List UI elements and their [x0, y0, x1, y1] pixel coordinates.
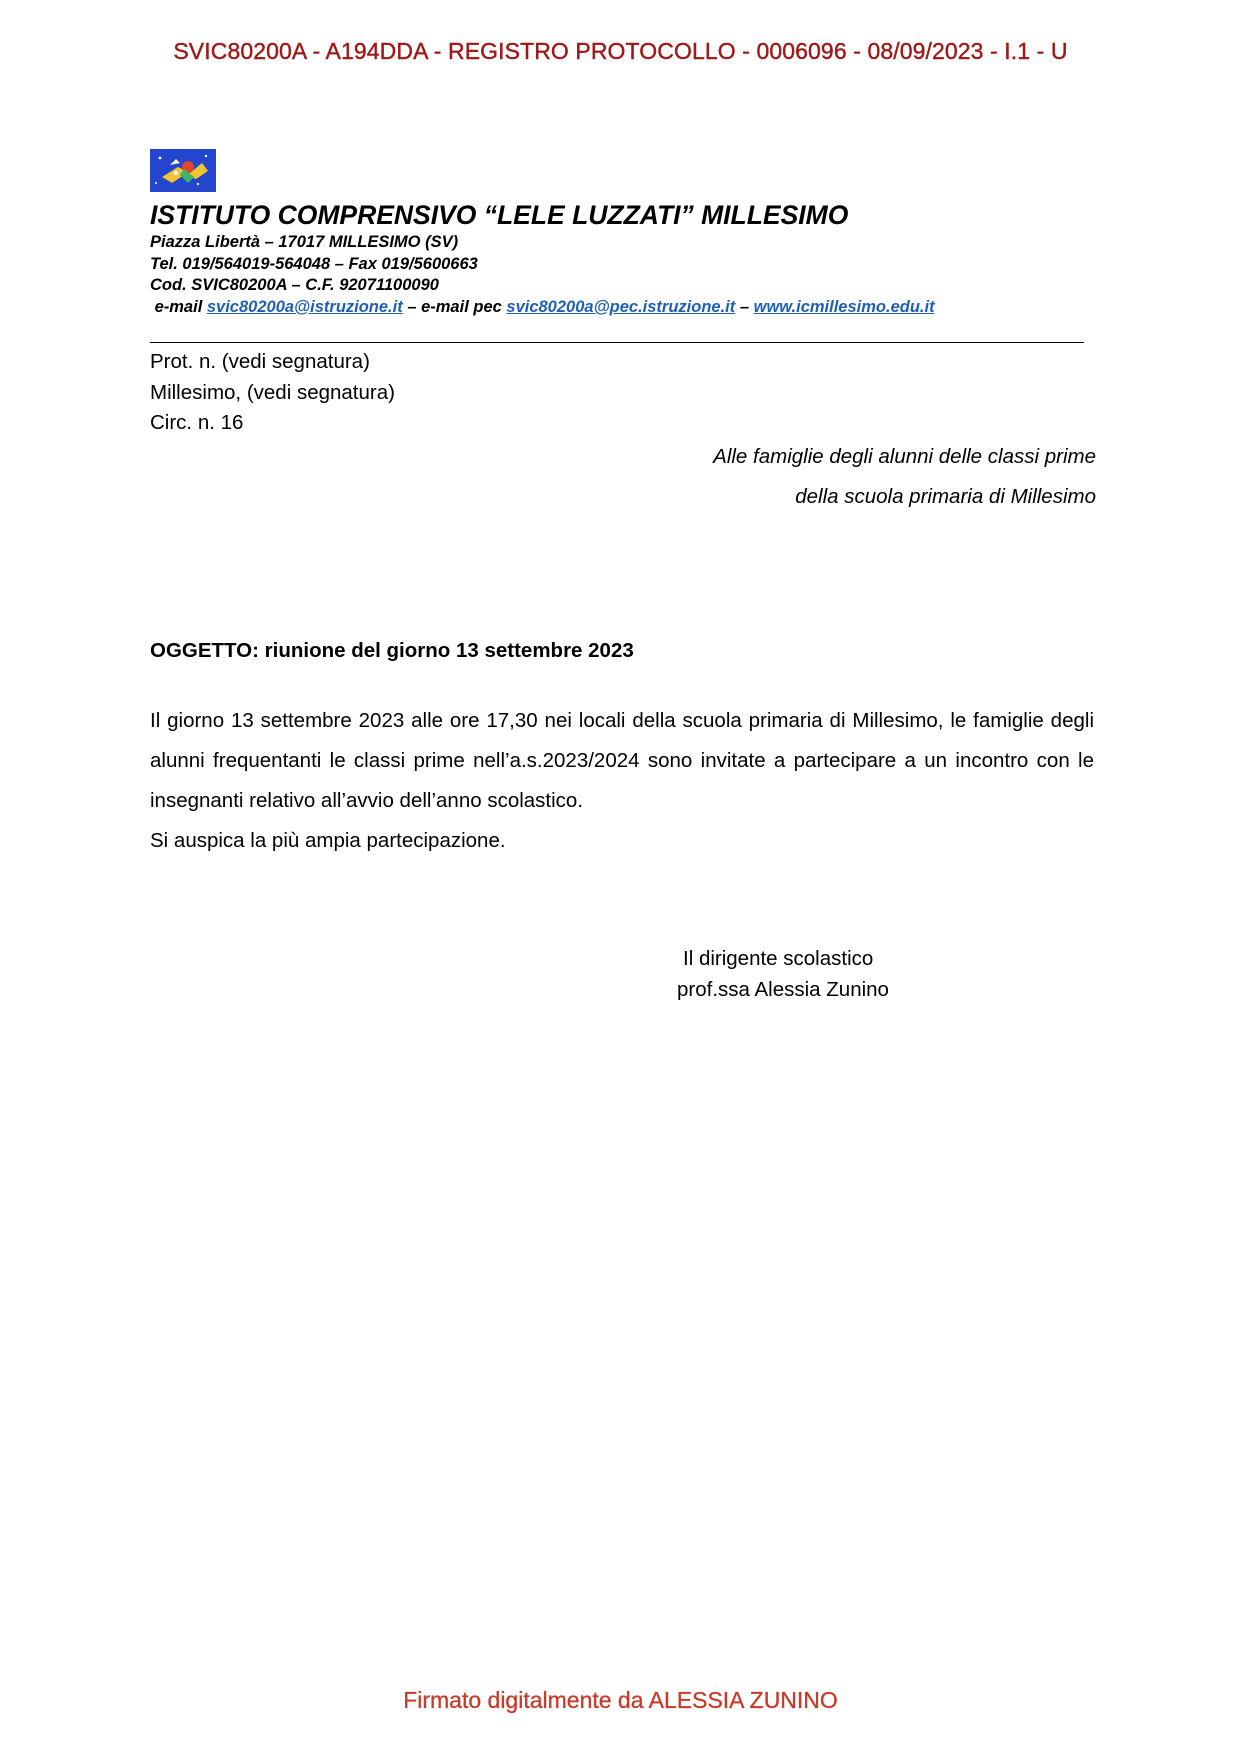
digital-signature-note: Firmato digitalmente da ALESSIA ZUNINO	[403, 1687, 838, 1713]
addressee	[713, 437, 1096, 517]
circular-number: Circ. n. 16	[150, 411, 244, 434]
body-paragraph-2: Si auspica la più ampia partecipazione.	[150, 829, 506, 852]
email-link[interactable]: svic80200a@istruzione.it	[206, 297, 403, 316]
pec-link[interactable]: svic80200a@pec.istruzione.it	[506, 297, 736, 316]
school-contacts	[150, 297, 935, 319]
website-link[interactable]: www.icmillesimo.edu.it	[753, 297, 935, 316]
signer-role: Il dirigente scolastico	[683, 947, 874, 970]
school-logo	[150, 149, 216, 192]
protocol-stamp: SVIC80200A - A194DDA - REGISTRO PROTOCOLLO - 0006096 - 08/09/2023 - I.1 - U	[173, 38, 1068, 64]
letterhead	[150, 198, 935, 318]
school-address: Piazza Libertà – 17017 MILLESIMO (SV)	[150, 233, 459, 251]
web-separator: –	[739, 297, 750, 316]
addressee-line-2: della scuola primaria di Millesimo	[795, 485, 1096, 508]
email-label: e-mail	[154, 297, 203, 316]
body-paragraph-1: Il giorno 13 settembre 2023 alle ore 17,30 nei locali della scuola primaria di Millesimo, le famiglie degli alunni frequentanti le classi prime nell’a.s.2023/2024 sono invitate a partecipare a un incontro con le insegnanti relativo all’avvio dell’anno scolastico.	[150, 709, 1094, 812]
school-name: ISTITUTO COMPRENSIVO “LELE LUZZATI” MILLESIMO	[150, 200, 849, 230]
subject-line: OGGETTO: riunione del giorno 13 settembre 2023	[150, 639, 634, 662]
place-date: Millesimo, (vedi segnatura)	[150, 380, 395, 404]
letter-body	[150, 701, 1094, 861]
letterhead-divider	[150, 342, 1084, 343]
protocol-info	[150, 347, 395, 439]
pec-label: – e-mail pec	[407, 297, 502, 316]
signer-name: prof.ssa Alessia Zunino	[677, 978, 889, 1001]
logo-illustration-icon	[150, 149, 216, 192]
school-codes: Cod. SVIC80200A – C.F. 92071100090	[150, 276, 439, 294]
school-phone-fax: Tel. 019/564019-564048 – Fax 019/5600663	[150, 254, 478, 273]
addressee-line-1: Alle famiglie degli alunni delle classi prime	[713, 445, 1096, 468]
protocol-number: Prot. n. (vedi segnatura)	[150, 350, 370, 373]
